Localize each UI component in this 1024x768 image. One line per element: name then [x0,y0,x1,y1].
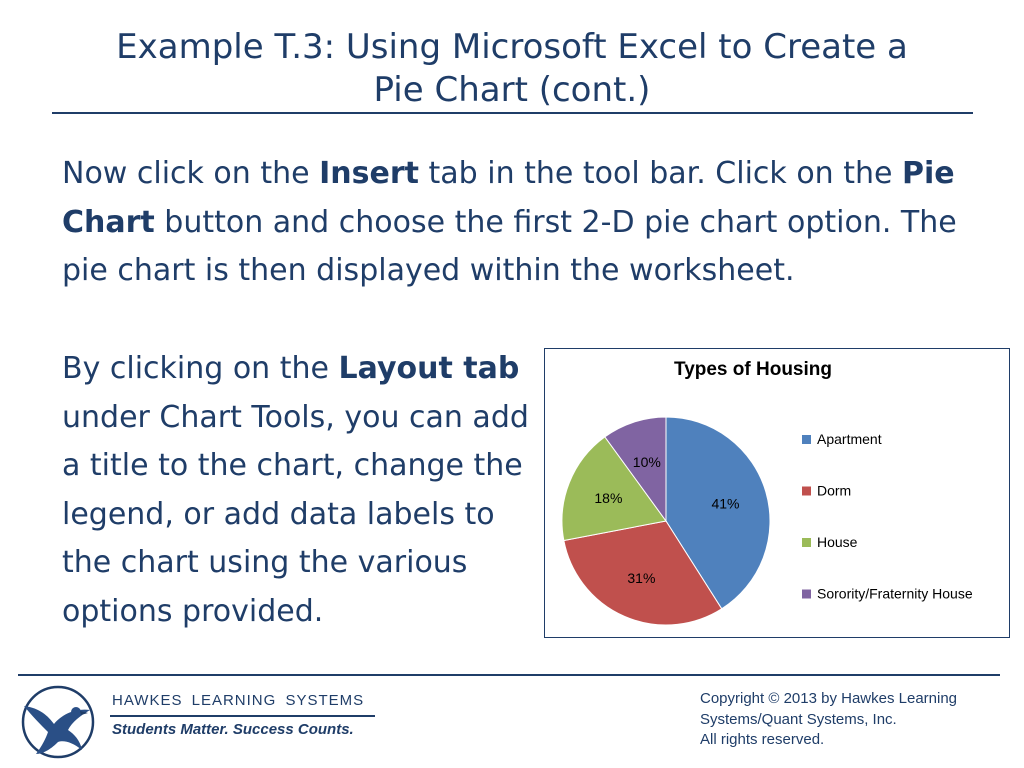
legend-label: Dorm [817,482,852,499]
pie-data-label: 18% [594,490,623,507]
pie-data-label: 10% [632,454,661,470]
chart-title: Types of Housing [674,359,832,380]
layout-paragraph [62,345,542,636]
footer-divider [18,674,1000,676]
slide-title-line-1: Example T.3: Using Microsoft Excel to Create a [116,27,908,67]
pie-chart-svg [545,349,1009,637]
legend-swatch [802,590,811,599]
title-divider [52,112,973,114]
insert-emphasis: Insert [319,156,419,191]
slide-title-line-2: Pie Chart (cont.) [373,70,651,110]
copyright-notice [700,689,1010,751]
pie-chart-emphasis: Pie Chart [62,156,955,240]
pie-data-label: 41% [711,495,740,512]
legend-swatch [802,487,811,496]
layout-tab-emphasis: Layout tab [338,351,520,386]
eagle-logo-icon [18,684,98,760]
paragraph-text: Now click on the [62,156,320,191]
copyright-line: All rights reserved. [700,731,825,748]
instruction-paragraph [62,150,962,296]
copyright-line: Copyright © 2013 by Hawkes Learning [700,690,958,707]
legend-swatch [802,538,811,547]
legend-swatch [802,435,811,444]
legend-label: Apartment [817,431,882,447]
legend-label: Sorority/Fraternity House [817,585,973,602]
paragraph-text: By clicking on the [62,351,339,386]
chart-legend [802,431,973,602]
pie-slices [562,417,770,625]
slide-title [52,26,972,112]
brand-name: HAWKES LEARNING SYSTEMS [112,692,365,709]
pie-chart-figure [544,348,1010,638]
copyright-line: Systems/Quant Systems, Inc. [700,710,897,728]
legend-label: House [817,534,858,550]
paragraph-text: button and choose the first 2-D pie chart option. The pie chart is then displayed within the worksheet. [62,204,957,288]
paragraph-text: under Chart Tools, you can add a title to the chart, change the legend, or add data labels to the chart using the various options provided. [62,399,529,629]
pie-data-label: 31% [627,569,656,586]
paragraph-text: tab in the tool bar. Click on the [418,156,903,191]
brand-underline [110,715,375,717]
brand-tagline: Students Matter. Success Counts. [112,721,354,738]
